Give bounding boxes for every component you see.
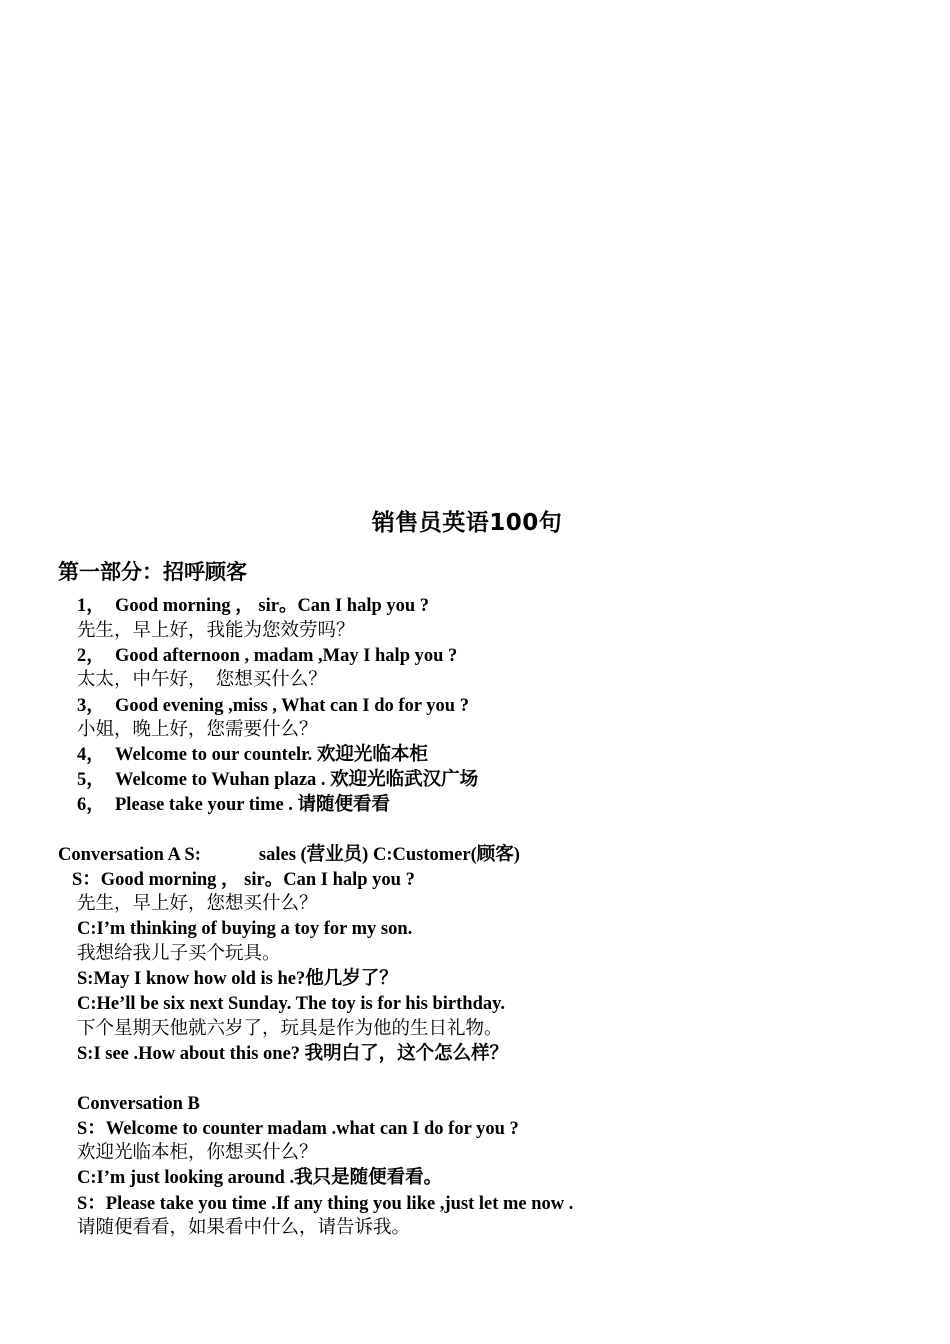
conversation-a-line: C:He’ll be six next Sunday. The toy is for his birthday.	[77, 994, 505, 1014]
greeting-item-3-en	[77, 694, 469, 718]
conversation-b-line: S：Welcome to counter madam .what can I do for you ?	[77, 1119, 519, 1139]
conversation-b-line: C:I’m just looking around .我只是随便看看。	[77, 1168, 443, 1188]
english-text: Good morning ， sir。Can I halp you ?	[115, 596, 430, 616]
item-number: 2，	[77, 646, 105, 666]
item-number: 3，	[77, 696, 105, 716]
english-text: Welcome to our countelr. 欢迎光临本柜	[115, 745, 428, 765]
conversation-a-line: 下个星期天他就六岁了，玩具是作为他的生日礼物。	[77, 1019, 503, 1039]
conversation-a-line: S:May I know how old is he?他几岁了？	[77, 969, 398, 989]
greeting-item-6	[77, 793, 390, 817]
conversation-a-line: 我想给我儿子买个玩具。	[77, 944, 281, 964]
greeting-item-4	[77, 743, 428, 767]
conversation-b-line: S：Please take you time .If any thing you like ,just let me now .	[77, 1194, 574, 1214]
greeting-item-1-zh: 先生，早上好，我能为您效劳吗？	[77, 621, 355, 641]
item-number: 6，	[77, 795, 105, 815]
english-text: Good evening ,miss , What can I do for you ?	[115, 696, 469, 716]
item-number: 1，	[77, 596, 105, 616]
english-text: Please take your time . 请随便看看	[115, 795, 391, 815]
greeting-item-3-zh: 小姐，晚上好，您需要什么？	[77, 720, 318, 740]
conversation-a-label: Conversation A S:	[58, 845, 201, 865]
conversation-a-line: S:I see .How about this one? 我明白了，这个怎么样？	[77, 1044, 509, 1064]
english-text: Good afternoon , madam ,May I halp you ?	[115, 646, 458, 666]
greeting-item-2-zh: 太太，中午好， 您想买什么？	[77, 670, 327, 690]
greeting-item-5	[77, 768, 478, 792]
conversation-a-heading	[58, 843, 520, 867]
conversation-a-line: C:I’m thinking of buying a toy for my son.	[77, 919, 413, 939]
conversation-a-line: 先生，早上好，您想买什么？	[77, 894, 318, 914]
greeting-item-1-en	[77, 594, 429, 618]
item-number: 5，	[77, 770, 105, 790]
english-text: Welcome to Wuhan plaza . 欢迎光临武汉广场	[115, 770, 479, 790]
conversation-b-line: 请随便看看，如果看中什么，请告诉我。	[77, 1218, 411, 1238]
page-title: 销售员英语100句	[371, 510, 563, 536]
item-number: 4，	[77, 745, 105, 765]
section-heading: 第一部分：招呼顾客	[58, 560, 247, 584]
conversation-a-line: S：Good morning ， sir。Can I halp you ?	[72, 870, 415, 890]
conversation-b-heading: Conversation B	[77, 1094, 200, 1114]
conversation-b-line: 欢迎光临本柜，你想买什么？	[77, 1143, 318, 1163]
greeting-item-2-en	[77, 644, 457, 668]
roles-legend: sales (营业员) C:Customer(顾客)	[258, 845, 520, 865]
